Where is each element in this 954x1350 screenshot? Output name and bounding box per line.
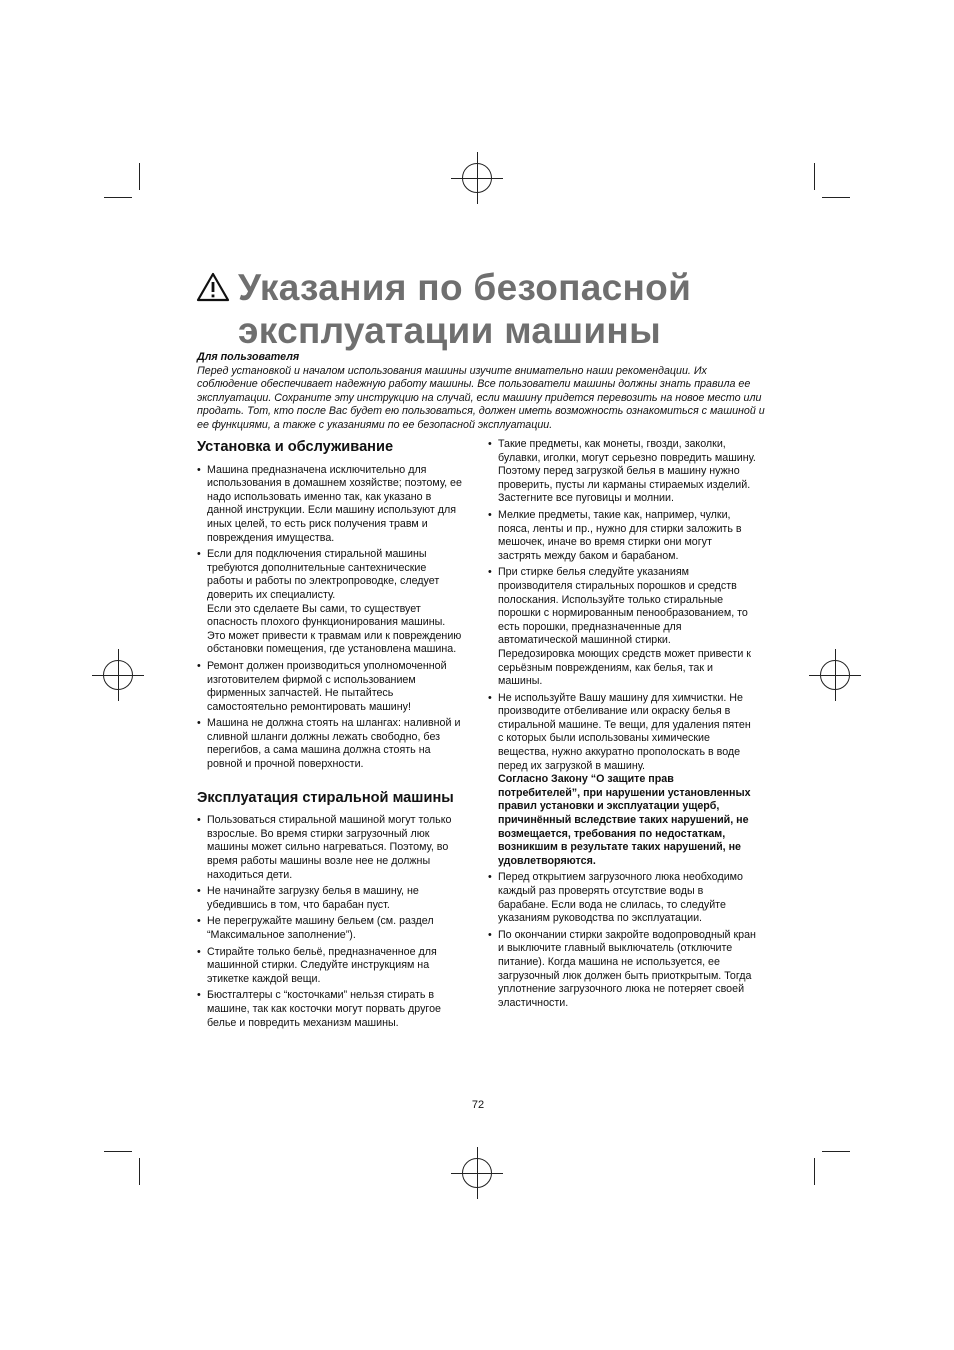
list-item-text: Стирайте только бельё, предназначенное для машинной стирки. Следуйте инструкциям на этикетке каждой вещи. — [207, 945, 437, 985]
bullet-list — [197, 464, 462, 772]
list-item-text: Передозировка моющих средств может привести к серьёзным повреждениям, как белья, так и машины. — [498, 647, 751, 688]
list-item — [488, 871, 756, 925]
title-block — [196, 266, 796, 352]
list-item-text: Не перегружайте машину бельем (см. раздел “Максимальное заполнение”). — [207, 915, 434, 941]
list-item-text: Машина не должна стоять на шлангах: наливной и сливной шланги должны лежать свободно, без перегибов, а сама машина должна стоять на ровной и прочной поверхности. — [207, 717, 461, 771]
crop-mark — [814, 1158, 815, 1185]
right-column — [488, 438, 756, 1013]
list-item — [488, 438, 756, 506]
list-item-text: Мелкие предметы, такие как, например, чулки, пояса, ленты и пр., нужно для стирки заложить в мешочек, иначе во время стирки они могут застрять между баком и барабаном. — [498, 508, 742, 562]
list-item-text: Если это сделаете Вы сами, то существует опасность плохого функционирования машины. Это может привести к травмам или к повреждению обстановки помещения, где установлена машина. — [207, 602, 462, 656]
list-item-text: Машина предназначена исключительно для использования в домашнем хозяйстве; поэтому, ее надо использовать именно так, как указано в данной инструкции. Если машину используют для иных целей, то есть риск получения травм и повреждения имущества. — [207, 463, 462, 544]
crop-mark — [139, 163, 140, 190]
bullet-list — [488, 438, 756, 1010]
list-item — [197, 814, 462, 882]
registration-mark — [820, 660, 850, 690]
bullet-icon: • — [488, 871, 492, 884]
bullet-icon: • — [197, 659, 201, 672]
crop-mark — [822, 197, 850, 198]
left-column — [197, 438, 462, 1033]
list-item-text: Такие предметы, как монеты, гвозди, заколки, булавки, иголки, могут серьезно повредить машину. Поэтому перед загрузкой белья в машину нужно проверить, пусты ли карманы стираемых изделий. Застегните все пуговицы и молнии. — [498, 438, 756, 505]
list-item — [197, 548, 462, 657]
list-item-text: Перед открытием загрузочного люка необходимо каждый раз проверять отсутствие воды в барабане. Если вода не слилась, то следуйте указаниям руководства по эксплуатации. — [498, 871, 743, 925]
intro-text: Перед установкой и началом использования машины изучите внимательно наши рекомендации. Их соблюдение обеспечивает надежную работу машины. Все пользователи машины должны знать правила ее эксплуатации. Сохраните эту инструкцию на случай, если машину придется перевозить на новое место или продать. Тот, кто после Вас будет ею пользоваться, должен иметь возможность ознакомиться с машиной и ее функциями, а также с указаниями по ее безопасной эксплуатации. — [197, 364, 765, 431]
bullet-icon: • — [197, 717, 201, 730]
bullet-icon: • — [197, 989, 201, 1002]
list-item-text: При стирке белья следуйте указаниям производителя стиральных порошков и средств полоскания. Используйте только стиральные порошки с нормированным пенообразованием, то есть порошки, предназначенные для автоматической машинной стирки. — [498, 566, 748, 647]
warning-triangle-icon — [196, 272, 230, 302]
crop-mark — [104, 197, 132, 198]
list-item-text: Пользоваться стиральной машиной могут только взрослые. Во время стирки загрузочный люк машины может сильно нагреваться. Поэтому, во время работы машины возле нее не должны находиться дети. — [207, 814, 452, 881]
bullet-icon: • — [488, 566, 492, 579]
bullet-icon: • — [197, 945, 201, 958]
registration-mark — [462, 163, 492, 193]
list-item — [488, 929, 756, 1011]
bullet-icon: • — [488, 928, 492, 941]
list-item — [197, 464, 462, 546]
crop-mark — [139, 1158, 140, 1185]
intro-label: Для пользователя — [197, 351, 300, 363]
bullet-icon: • — [197, 814, 201, 827]
list-item — [488, 692, 756, 869]
bullet-icon: • — [197, 463, 201, 476]
crop-mark — [104, 1151, 132, 1152]
crop-mark — [822, 1151, 850, 1152]
list-item — [197, 717, 462, 771]
list-item-text: Не используйте Вашу машину для химчистки. Не производите отбеливание или окраску белья в стиральной машине. Те вещи, для удаления пятен с которых были использованы химические вещества, нужно аккуратно прополоскать в воде перед их загрузкой в машину. — [498, 691, 751, 772]
bullet-list — [197, 814, 462, 1030]
list-item-text: Не начинайте загрузку белья в машину, не убедившись в том, что барабан пуст. — [207, 885, 419, 911]
list-item-text: Если для подключения стиральной машины требуются дополнительные сантехнические работы и работы по электропроводке, следует доверить их специалисту. — [207, 548, 440, 601]
bullet-icon: • — [197, 885, 201, 898]
section-heading: Эксплуатация стиральной машины — [197, 789, 454, 806]
bullet-icon: • — [488, 438, 492, 450]
section-heading: Установка и обслуживание — [197, 439, 394, 455]
list-item — [488, 509, 756, 563]
registration-mark — [462, 1158, 492, 1188]
bullet-icon: • — [197, 548, 201, 561]
list-item — [197, 885, 462, 912]
page-title-line: Указания по безопасной — [238, 267, 692, 308]
list-item-text: По окончании стирки закройте водопроводный кран и выключите главный выключатель (отключите питание). Когда машина не используется, ее загрузочный люк должен быть приоткрытым. Тогда уплотнение загрузочного люка не потеряет своей эластичности. — [498, 928, 756, 1009]
registration-mark — [103, 660, 133, 690]
list-item — [488, 566, 756, 688]
list-item-text: Бюстгалтеры с “косточками” нельзя стирать в машине, так как косточки могут порвать другое белье и повредить механизм машины. — [207, 989, 441, 1029]
list-item — [197, 946, 462, 987]
page-title-line: эксплуатации машины — [238, 310, 661, 351]
list-item — [197, 660, 462, 714]
bullet-icon: • — [488, 508, 492, 521]
law-note: Согласно Закону “О защите прав потребителей”, при нарушении установленных правил установки и эксплуатации ущерб, причинённый вследствие таких нарушений, не возмещается, требования по недостаткам, возникшим в результате таких нарушений, не удовлетворяются. — [498, 773, 751, 867]
page-number: 72 — [471, 1099, 485, 1111]
list-item-text: Ремонт должен производиться уполномоченной изготовителем фирмой с использованием фирменных запчастей. Не пытайтесь самостоятельно ремонтировать машину! — [207, 659, 447, 713]
crop-mark — [814, 163, 815, 190]
intro-block — [197, 351, 767, 433]
list-item — [197, 989, 462, 1030]
bullet-icon: • — [197, 915, 201, 928]
bullet-icon: • — [488, 691, 492, 704]
page-title — [196, 266, 796, 352]
list-item — [197, 915, 462, 942]
